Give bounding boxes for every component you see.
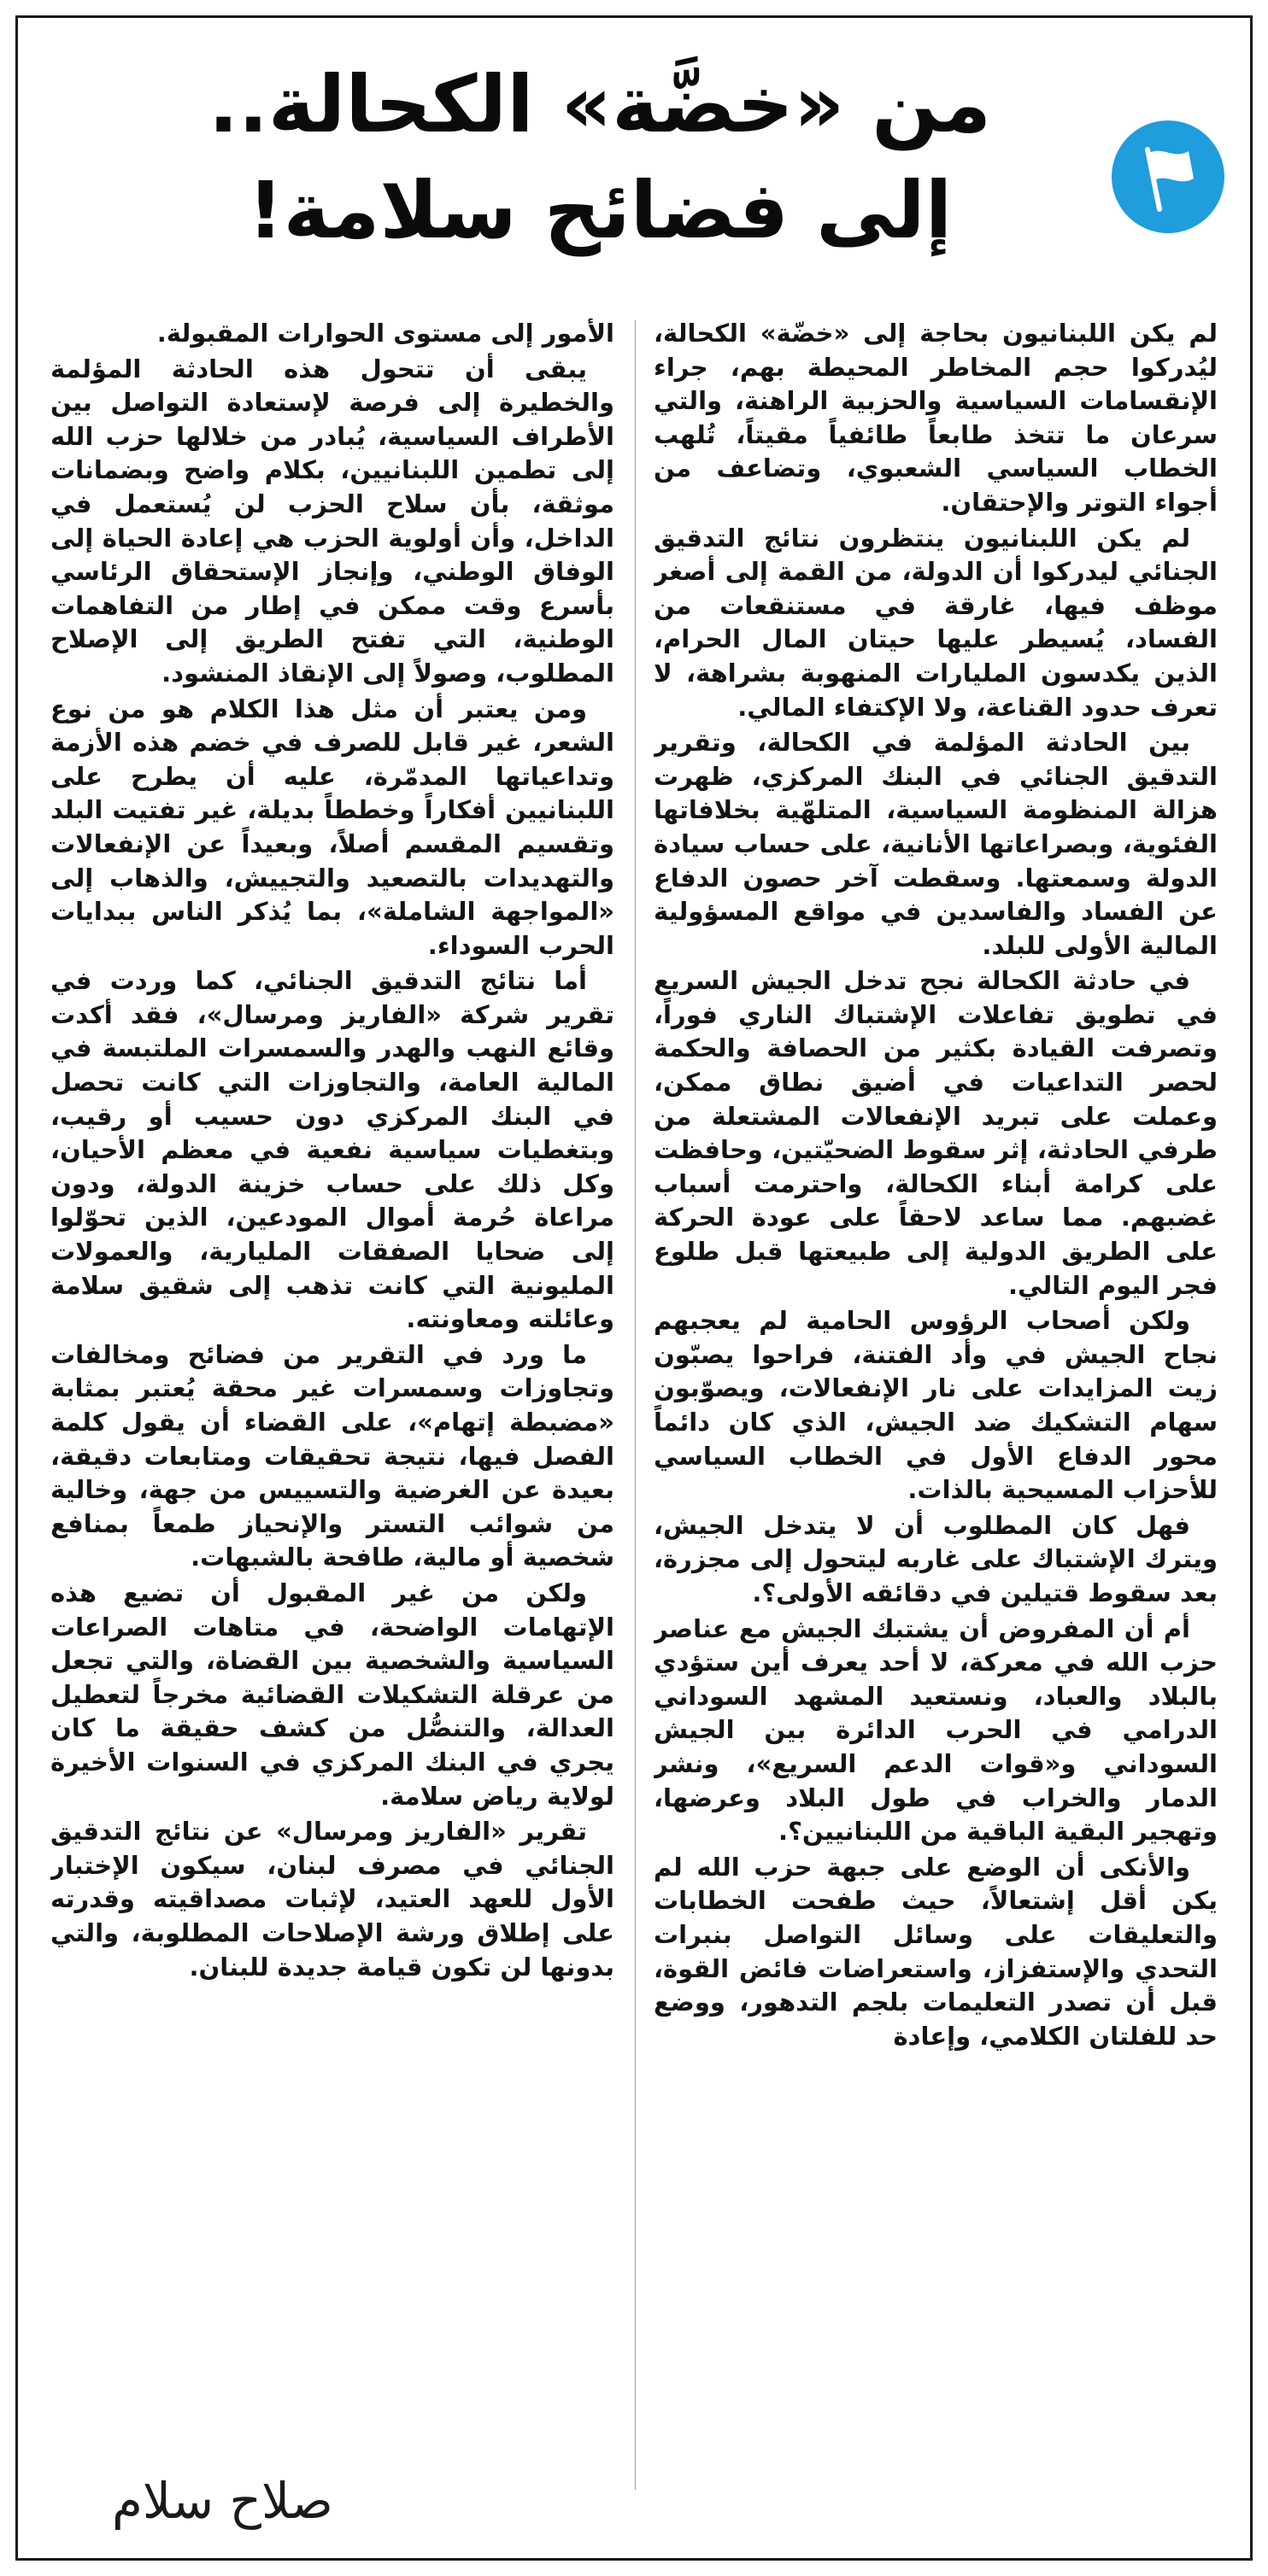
paragraph: ومن يعتبر أن مثل هذا الكلام هو من نوع الشعر، غير قابل للصرف في خضم هذه الأزمة وتداعياتها المدمّرة، عليه أن يطرح على اللبنانيين أفكاراً وخططاً بديلة، غير تفتيت البلد وتقسيم المقسم أصلاً، وبعيداً عن الإنفعالات والتهديدات بالتصعيد والتجييش، والذهاب إلى «المواجهة الشاملة»، بما يُذكر الناس ببدايات الحرب السوداء. [50, 694, 614, 960]
paragraph: لم يكن اللبنانيون بحاجة إلى «خضّة» الكحالة، ليُدركوا حجم المخاطر المحيطة بهم، جراء الإنقسامات السياسية والحزبية الراهنة، والتي سرعان ما تتخذ طابعاً طائفياً مقيتاً، تُلهب الخطاب السياسي الشعبوي، وتضاعف من أجواء التوتر والإحتقان. [654, 319, 1218, 517]
paragraph: الأمور إلى مستوى الحوارات المقبولة. [156, 319, 614, 348]
column-divider [635, 320, 636, 2490]
paragraph: بين الحادثة المؤلمة في الكحالة، وتقرير التدقيق الجنائي في البنك المركزي، ظهرت هزالة المنظومة السياسية، المتلهّية بخلافاتها الفئوية، وبصراعاتها الأنانية، على حساب سيادة الدولة وسمعتها. وسقطت آخر حصون الدفاع عن الفساد والفاسدين في مواقع المسؤولية المالية الأولى للبلد. [654, 728, 1218, 960]
paragraph: ولكن أصحاب الرؤوس الحامية لم يعجبهم نجاح الجيش في وأد الفتنة، فراحوا يصبّون زيت المزايدات على نار الإنفعالات، ويصوّبون سهام التشكيك ضد الجيش، الذي كان دائماً محور الدفاع الأول في الخطاب السياسي للأحزاب المسيحية بالذات. [654, 1306, 1218, 1505]
article-headline [120, 52, 1079, 264]
paragraph: في حادثة الكحالة نجح تدخل الجيش السريع في تطويق تفاعلات الإشتباك الناري فوراً، وتصرفت القيادة بكثير من الحصافة والحكمة لحصر التداعيات في أضيق نطاق ممكن، وعملت على تبريد الإنفعالات المشتعلة من طرفي الحادثة، إثر سقوط الضحيّتين، وحافظت على كرامة أبناء الكحالة، واحترمت أسباب غضبهم. مما ساعد لاحقاً على عودة الحركة على الطريق الدولية إلى طبيعتها قبل طلوع فجر اليوم التالي. [654, 966, 1218, 1300]
paragraph: والأنكى أن الوضع على جبهة حزب الله لم يكن أقل إشتعالاً، حيث طفحت الخطابات والتعليقات على وسائل التواصل بنبرات التحدي والإستفزاز، واستعراضات فائض القوة، قبل أن تصدر التعليمات بلجم التدهور، ووضع حد للفلتان الكلامي، وإعادة [654, 1852, 1218, 2051]
section-logo [1112, 120, 1224, 233]
left-column [50, 317, 614, 2503]
paragraph: يبقى أن تتحول هذه الحادثة المؤلمة والخطيرة إلى فرصة لإستعادة التواصل بين الأطراف السياسية، يُبادر من خلالها حزب الله إلى تطمين اللبنانيين، بكلام واضح وبضمانات موثقة، بأن سلاح الحزب لن يُستعمل في الداخل، وأن أولوية الحزب هي إعادة الحياة إلى الوفاق الوطني، وإنجاز الإستحقاق الرئاسي بأسرع وقت ممكن في إطار من التفاهمات الوطنية، التي تفتح الطريق إلى الإصلاح المطلوب، وصولاً إلى الإنقاذ المنشود. [50, 354, 614, 688]
article-header [18, 18, 1250, 300]
paragraph: ولكن من غير المقبول أن تضيع هذه الإتهامات الواضحة، في متاهات الصراعات السياسية والشخصية بين القضاة، والتي تجعل من عرقلة التشكيلات القضائية مخرجاً لتعطيل العدالة، والتنصُّل من كشف حقيقة ما كان يجري في البنك المركزي في السنوات الأخيرة لولاية رياض سلامة. [50, 1578, 614, 1811]
paragraph: أما نتائج التدقيق الجنائي، كما وردت في تقرير شركة «الفاريز ومرسال»، فقد أكدت وقائع النهب والهدر والسمسرات الملتبسة في المالية العامة، والتجاوزات التي كانت تحصل في البنك المركزي دون حسيب أو رقيب، وبتغطيات سياسية نفعية في معظم الأحيان، وكل ذلك على حساب خزينة الدولة، ودون مراعاة حُرمة أموال المودعين، الذين تحوّلوا إلى ضحايا الصفقات المليارية، والعمولات المليونية التي كانت تذهب إلى شقيق سلامة وعائلته ومعاونته. [50, 966, 614, 1334]
flag-icon [1129, 138, 1207, 216]
right-column [654, 317, 1218, 2503]
headline-line-2: إلى فضائح سلامة! [247, 165, 953, 256]
paragraph: فهل كان المطلوب أن لا يتدخل الجيش، ويترك الإشتباك على غاربه ليتحول إلى مجزرة، بعد سقوط قتيلين في دقائقه الأولى؟. [654, 1510, 1218, 1607]
paragraph: أم أن المفروض أن يشتبك الجيش مع عناصر حزب الله في معركة، لا أحد يعرف أين ستؤدي بالبلاد والعباد، ونستعيد المشهد السوداني الدرامي في الحرب الدائرة بين الجيش السوداني و«قوات الدعم السريع»، ونشر الدمار والخراب في طول البلاد وعرضها، وتهجير البقية الباقية من اللبنانيين؟. [654, 1613, 1218, 1847]
article-body [18, 317, 1250, 2558]
newspaper-page [15, 15, 1253, 2561]
paragraph: لم يكن اللبنانيون ينتظرون نتائج التدقيق الجنائي ليدركوا أن الدولة، من القمة إلى أصغر موظف فيها، غارقة في مستنقعات من الفساد، يُسيطر عليها حيتان المال الحرام، الذين يكدسون المليارات المنهوبة بشراهة، لا تعرف حدود القناعة، ولا الإكتفاء المالي. [654, 523, 1218, 722]
paragraph: تقرير «الفاريز ومرسال» عن نتائج التدقيق الجنائي في مصرف لبنان، سيكون الإختبار الأول للعهد العتيد، لإثبات مصداقيته وقدرته على إطلاق ورشة الإصلاحات المطلوبة، والتي بدونها لن تكون قيامة جديدة للبنان. [50, 1817, 614, 1982]
paragraph: ما ورد في التقرير من فضائح ومخالفات وتجاوزات وسمسرات غير محقة يُعتبر بمثابة «مضبطة إتهام»، على القضاء أن يقول كلمة الفصل فيها، نتيجة تحقيقات ومتابعات دقيقة، بعيدة عن الغرضية والتسييس من جهة، وخالية من شوائب التستر والإنحياز طمعاً بمنافع شخصية أو مالية، طافحة بالشبهات. [50, 1339, 614, 1572]
headline-line-1: من «خضَّة» الكحالة.. [208, 59, 992, 150]
author-signature: صلاح سلام [112, 2472, 333, 2530]
